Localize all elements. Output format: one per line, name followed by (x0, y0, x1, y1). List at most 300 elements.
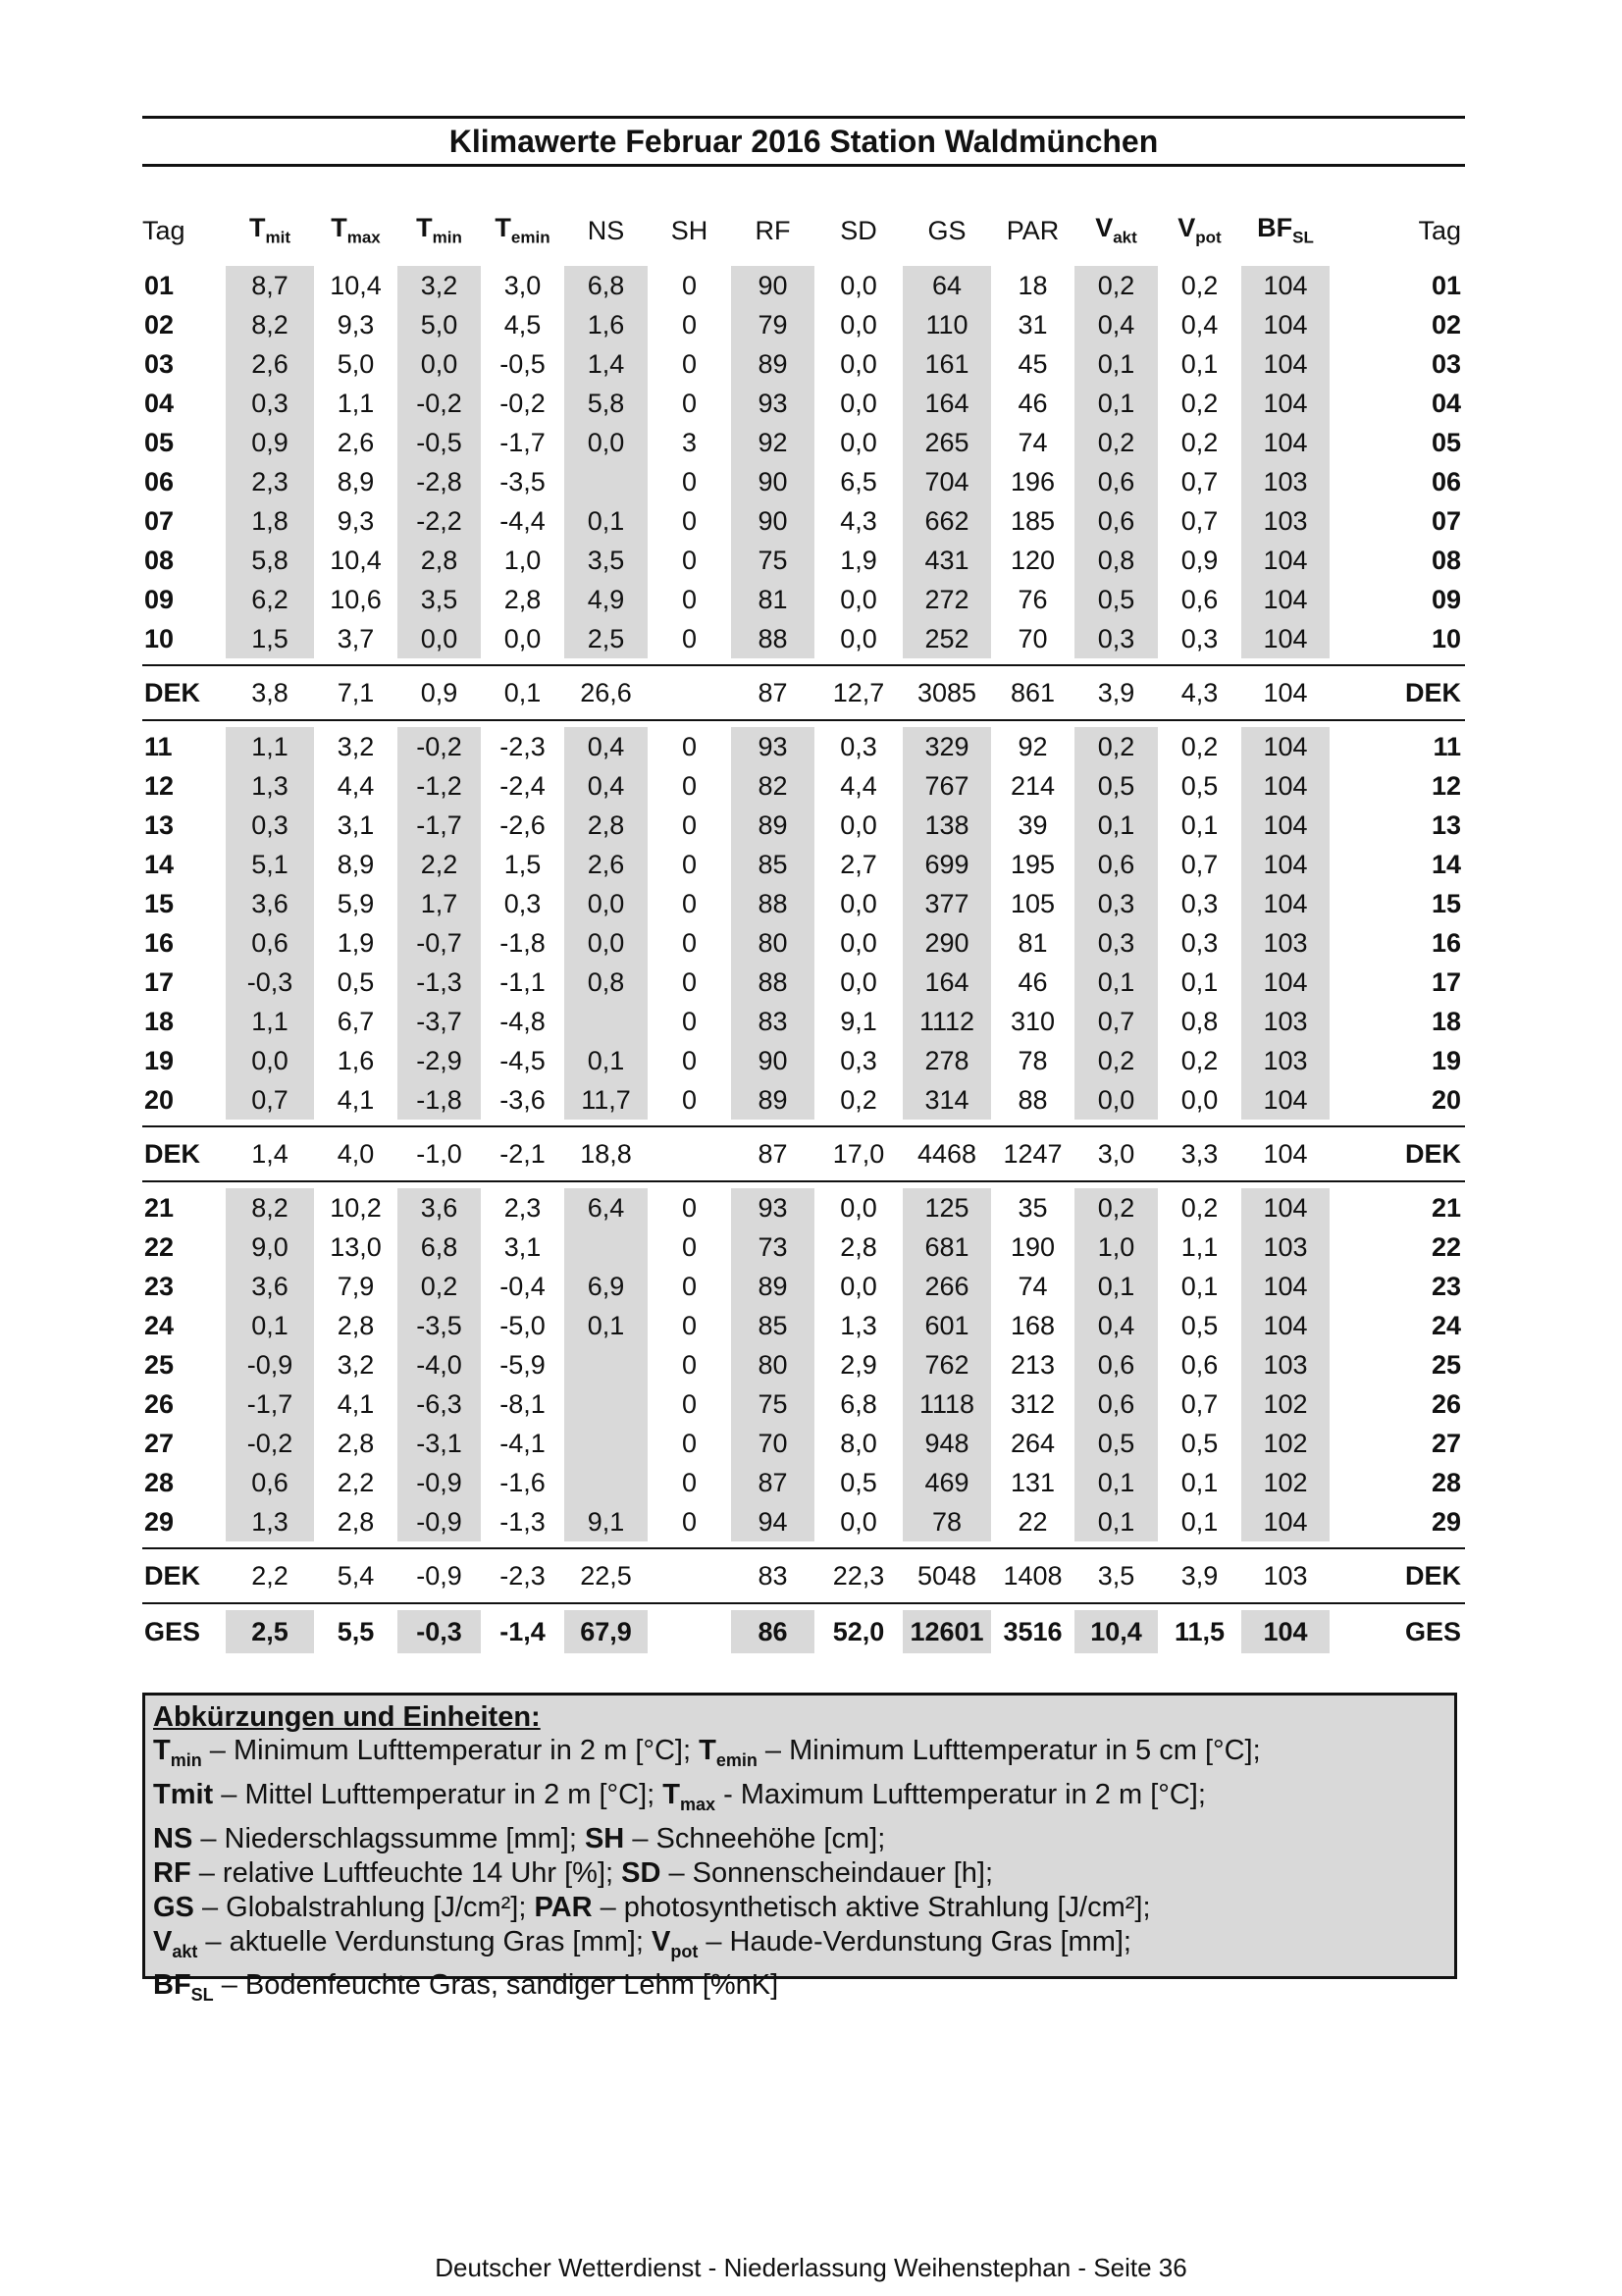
table-cell: 0 (681, 850, 698, 879)
table-cell: 0,9 (226, 423, 314, 462)
table-cell: 0 (681, 310, 698, 339)
table-cell: -3,5 (397, 1306, 481, 1345)
table-cell: 87 (758, 1139, 788, 1169)
table-cell: 46 (1018, 967, 1048, 997)
table-cell: 0,6 (1074, 501, 1158, 541)
column-header-label: BF (1257, 213, 1293, 243)
table-cell: 0 (681, 1311, 698, 1340)
table-cell: 0,5 (1180, 1311, 1219, 1340)
table-cell: 185 (1010, 506, 1056, 536)
table-cell: 0,0 (564, 423, 648, 462)
table-cell: 1,6 (337, 1046, 375, 1075)
day-label: 24 (144, 1311, 175, 1340)
legend-line (153, 1856, 1446, 1891)
legend-text: – Mittel Lufttemperatur in 2 m [°C]; (213, 1778, 663, 1810)
table-cell: 13,0 (330, 1232, 382, 1262)
table-cell: 0,0 (564, 923, 648, 963)
table-cell: 1,0 (503, 546, 542, 575)
column-header (731, 201, 814, 260)
table-cell: 0,3 (226, 806, 314, 845)
day-label: 07 (144, 506, 175, 536)
table-cell: 0 (681, 1046, 698, 1075)
title-block (142, 116, 1465, 167)
table-cell: 78 (1018, 1046, 1048, 1075)
table-cell: 7,9 (337, 1272, 375, 1301)
day-label: DEK (144, 678, 201, 707)
day-label-right: 11 (1433, 732, 1461, 761)
day-label: 16 (144, 928, 175, 958)
legend-text: – Globalstrahlung [J/cm²]; (193, 1891, 535, 1923)
table-cell: 0,4 (1074, 1306, 1158, 1345)
table-cell: 704 (903, 462, 991, 501)
table-cell (564, 1384, 648, 1424)
table-cell: 1,5 (226, 619, 314, 658)
legend-text: – Minimum Lufttemperatur in 5 cm [°C]; (757, 1735, 1261, 1766)
table-row (142, 541, 1465, 580)
table-cell: 0,2 (1074, 1041, 1158, 1080)
column-header-label: V (1177, 213, 1196, 243)
day-label-right: 08 (1431, 546, 1461, 575)
table-cell: 104 (1241, 344, 1330, 384)
table-cell: 3,9 (1097, 678, 1135, 707)
table-cell: 78 (903, 1502, 991, 1541)
table-cell: 0,0 (840, 624, 877, 653)
table-cell: 1,1 (226, 1002, 314, 1041)
table-cell: -3,5 (499, 467, 546, 496)
table-cell: 699 (903, 845, 991, 884)
table-row (142, 963, 1465, 1002)
column-header-label: V (1095, 213, 1114, 243)
table-cell: 190 (1010, 1232, 1056, 1262)
legend-lines (153, 1734, 1446, 2012)
table-cell: -1,2 (397, 766, 481, 806)
day-label-right: 12 (1431, 771, 1461, 801)
legend-abbreviation: $V_{akt}$ (153, 1925, 198, 1961)
table-cell: 0 (681, 467, 698, 496)
table-row (142, 305, 1465, 344)
table-cell (648, 666, 731, 719)
table-cell: 1,5 (503, 850, 542, 879)
table-cell: 1,0 (1074, 1227, 1158, 1267)
table-cell: 85 (731, 1306, 814, 1345)
table-cell: 2,5 (564, 619, 648, 658)
table-cell: 7,1 (337, 678, 375, 707)
day-label: 17 (144, 967, 175, 997)
table-cell: 0,1 (1180, 1272, 1219, 1301)
legend-subscript: min (170, 1749, 202, 1770)
table-cell: 8,2 (226, 305, 314, 344)
table-cell: 3,6 (397, 1188, 481, 1227)
table-cell: 120 (1010, 546, 1056, 575)
column-header-subscript: mit (265, 228, 290, 247)
table-cell (648, 1127, 731, 1180)
table-cell: 0,1 (1074, 1502, 1158, 1541)
table-row (142, 344, 1465, 384)
day-label-right: DEK (1404, 1561, 1461, 1591)
table-cell: 1,6 (564, 305, 648, 344)
day-label: 06 (144, 467, 175, 496)
table-cell: 83 (758, 1561, 788, 1591)
table-cell: 87 (731, 1463, 814, 1502)
table-cell: 3085 (916, 678, 977, 707)
table-cell (564, 1002, 648, 1041)
legend-text: – Minimum Lufttemperatur in 2 m [°C]; (201, 1735, 700, 1766)
table-cell: 264 (1010, 1429, 1056, 1458)
table-cell: 89 (731, 344, 814, 384)
table-cell (564, 1424, 648, 1463)
table-cell: 0,6 (1074, 1345, 1158, 1384)
table-cell: -3,6 (499, 1085, 546, 1115)
table-cell: 31 (1018, 310, 1048, 339)
table-cell: 12,7 (832, 678, 885, 707)
legend-abbreviation: Tmit (153, 1778, 214, 1810)
table-cell: 2,8 (564, 806, 648, 845)
column-header-label: NS (587, 215, 625, 245)
table-cell: 5048 (916, 1561, 977, 1591)
table-cell: 0,1 (564, 1041, 648, 1080)
table-cell: 0,0 (1180, 1085, 1219, 1115)
table-cell: 70 (1018, 624, 1048, 653)
table-cell: -4,0 (397, 1345, 481, 1384)
table-row (142, 1002, 1465, 1041)
day-label: 28 (144, 1468, 175, 1497)
table-cell: 104 (1263, 1139, 1308, 1169)
legend-text: – Haude-Verdunstung Gras [mm]; (698, 1925, 1131, 1957)
table-cell: 3,1 (503, 1232, 542, 1262)
table-cell: 92 (731, 423, 814, 462)
day-label-right: 05 (1431, 428, 1461, 457)
column-header-subscript: max (346, 228, 381, 247)
day-label: 09 (144, 585, 175, 614)
table-cell: 2,8 (337, 1311, 375, 1340)
table-cell: 1,3 (840, 1311, 877, 1340)
table-cell: 4,5 (503, 310, 542, 339)
table-cell: 81 (1018, 928, 1048, 958)
table-cell: 18 (1018, 271, 1048, 300)
table-row (142, 1267, 1465, 1306)
table-cell: 88 (731, 884, 814, 923)
table-row (142, 806, 1465, 845)
table-cell: 681 (903, 1227, 991, 1267)
table-cell: 74 (1018, 1272, 1048, 1301)
table-cell: 0,0 (840, 428, 877, 457)
legend-text: – relative Luftfeuchte 14 Uhr [%]; (190, 1856, 622, 1889)
table-cell: -2,1 (499, 1139, 546, 1169)
table-cell: 948 (903, 1424, 991, 1463)
column-header-subscript: pot (1195, 228, 1222, 247)
table-cell: 104 (1241, 727, 1330, 766)
table-cell: 3,2 (337, 1350, 375, 1380)
table-cell: 93 (731, 727, 814, 766)
table-cell: 103 (1241, 1345, 1330, 1384)
day-label-right: 28 (1431, 1468, 1461, 1497)
table-cell: 10,4 (1074, 1610, 1158, 1653)
legend-line (153, 1925, 1446, 1969)
table-cell: 4,4 (840, 771, 877, 801)
table-cell: 762 (903, 1345, 991, 1384)
table-cell: 5,8 (226, 541, 314, 580)
legend-line (153, 1822, 1446, 1856)
table-cell: -0,5 (499, 349, 546, 379)
table-cell: 0,0 (840, 967, 877, 997)
table-cell: 81 (731, 580, 814, 619)
column-header-label: T (495, 213, 511, 243)
legend-abbreviation: SH (584, 1822, 625, 1854)
table-cell: 102 (1241, 1384, 1330, 1424)
table-cell: 93 (731, 384, 814, 423)
table-row (142, 1188, 1465, 1227)
legend-abbreviation: $T_{max}$ (662, 1778, 716, 1814)
table-cell: 0,6 (1180, 1350, 1219, 1380)
table-cell: 103 (1241, 501, 1330, 541)
table-cell: 90 (731, 1041, 814, 1080)
table-cell: 0,2 (840, 1085, 877, 1115)
table-cell: 1118 (903, 1384, 991, 1424)
table-cell: 0,3 (840, 732, 877, 761)
table-cell: 45 (1018, 349, 1048, 379)
table-cell: 73 (731, 1227, 814, 1267)
table-cell: -1,7 (499, 428, 546, 457)
table-cell: 80 (731, 923, 814, 963)
table-cell: 0,5 (1074, 766, 1158, 806)
legend-abbreviation: $T_{min}$ (153, 1735, 202, 1770)
table-cell: 1,4 (251, 1139, 288, 1169)
table-cell: 35 (1018, 1193, 1048, 1223)
table-cell: 0 (681, 585, 698, 614)
table-cell: 1112 (903, 1002, 991, 1041)
day-label: 03 (144, 349, 175, 379)
table-cell: 6,5 (840, 467, 877, 496)
day-label: 11 (144, 732, 173, 761)
table-cell: 5,5 (337, 1617, 375, 1646)
table-cell: 0,2 (397, 1267, 481, 1306)
table-cell: -0,9 (397, 1502, 481, 1541)
table-cell: 0,0 (840, 271, 877, 300)
table-cell: 103 (1241, 462, 1330, 501)
table-cell: 266 (903, 1267, 991, 1306)
table-cell: 0,0 (840, 1193, 877, 1223)
table-cell: -0,2 (397, 727, 481, 766)
table-cell: 4,3 (1180, 678, 1219, 707)
table-cell: 3,8 (251, 678, 288, 707)
table-cell: -1,0 (416, 1139, 462, 1169)
table-cell: 39 (1018, 810, 1048, 840)
table-cell: 278 (903, 1041, 991, 1080)
table-row (142, 619, 1465, 658)
day-label: 20 (144, 1085, 175, 1115)
table-cell: 0 (681, 506, 698, 536)
table-cell: 104 (1241, 1502, 1330, 1541)
table-cell: 0 (681, 1007, 698, 1036)
column-header-subscript: emin (510, 228, 550, 247)
table-cell: -0,7 (397, 923, 481, 963)
day-label: 26 (144, 1389, 175, 1419)
table-cell: 1,1 (337, 389, 375, 418)
table-cell: 10,4 (330, 546, 382, 575)
table-cell (564, 1463, 648, 1502)
table-cell (564, 1345, 648, 1384)
table-cell: 0 (681, 1507, 698, 1537)
table-cell: 103 (1263, 1561, 1308, 1591)
legend-line (153, 1778, 1446, 1822)
table-cell: 125 (903, 1188, 991, 1227)
table-cell: 105 (1010, 889, 1056, 918)
table-cell: 0 (681, 732, 698, 761)
table-cell: 0 (681, 967, 698, 997)
table-cell: 52,0 (832, 1617, 885, 1646)
table-cell: 164 (903, 963, 991, 1002)
table-cell: 8,7 (226, 266, 314, 305)
table-cell: 168 (1010, 1311, 1056, 1340)
day-label-right: 14 (1431, 850, 1461, 879)
table-header-row (142, 201, 1465, 260)
table-cell: 64 (903, 266, 991, 305)
table-cell: 0,0 (397, 344, 481, 384)
column-header-label: Tag (1418, 215, 1461, 245)
table-cell: 0,3 (1074, 884, 1158, 923)
table-cell: 0,3 (226, 384, 314, 423)
table-cell: 22,5 (580, 1561, 632, 1591)
table-cell: 861 (1010, 678, 1056, 707)
column-header-label: GS (927, 215, 967, 245)
column-header (814, 201, 903, 260)
day-label: 15 (144, 889, 175, 918)
table-cell: -1,6 (499, 1468, 546, 1497)
legend-abbreviation: SD (621, 1856, 661, 1889)
table-cell: 0,1 (564, 1306, 648, 1345)
table-cell: 2,9 (840, 1350, 877, 1380)
climate-table (142, 201, 1465, 1653)
table-cell: 3,0 (503, 271, 542, 300)
table-row (142, 727, 1465, 766)
day-label: 02 (144, 310, 175, 339)
table-cell: 0 (681, 624, 698, 653)
day-label: 12 (144, 771, 175, 801)
table-cell: 0,5 (337, 967, 375, 997)
day-label: 25 (144, 1350, 175, 1380)
table-cell: 0,0 (840, 889, 877, 918)
table-cell: 2,8 (840, 1232, 877, 1262)
day-label-right: 19 (1431, 1046, 1461, 1075)
table-cell: 8,0 (840, 1429, 877, 1458)
table-cell: 6,9 (564, 1267, 648, 1306)
table-cell: 0,1 (1074, 1267, 1158, 1306)
column-header-subscript: SL (1292, 228, 1314, 247)
table-cell: 4,1 (337, 1389, 375, 1419)
table-cell: -1,3 (499, 1507, 546, 1537)
table-cell: 3,9 (1180, 1561, 1219, 1591)
day-label-right: 27 (1431, 1429, 1461, 1458)
table-cell: 0 (681, 1232, 698, 1262)
table-cell: 0,6 (226, 923, 314, 963)
legend-abbreviation: $V_{pot}$ (651, 1925, 699, 1961)
table-row (142, 423, 1465, 462)
table-cell (564, 462, 648, 501)
table-cell: 9,1 (564, 1502, 648, 1541)
table-cell: 0,1 (1180, 349, 1219, 379)
table-row (142, 1502, 1465, 1541)
table-cell: 0,7 (1180, 506, 1219, 536)
table-cell: 2,2 (251, 1561, 288, 1591)
table-cell: 2,6 (564, 845, 648, 884)
table-cell: -2,3 (499, 732, 546, 761)
table-cell: 0,7 (1180, 1389, 1219, 1419)
table-cell: 0 (681, 771, 698, 801)
day-label-right: 10 (1431, 624, 1461, 653)
column-header-label: Tag (142, 215, 185, 245)
table-cell: 11,7 (564, 1080, 648, 1120)
table-cell: 0,6 (1074, 1384, 1158, 1424)
column-header (1158, 201, 1241, 260)
table-cell: 0,3 (1074, 923, 1158, 963)
table-cell: 0,1 (1180, 810, 1219, 840)
table-cell: 431 (903, 541, 991, 580)
day-label-right: DEK (1404, 678, 1461, 707)
table-cell: 0,3 (840, 1046, 877, 1075)
table-cell: 290 (903, 923, 991, 963)
table-cell: 0,2 (1180, 1046, 1219, 1075)
table-cell: 5,4 (337, 1561, 375, 1591)
table-cell: 4,3 (840, 506, 877, 536)
table-cell: 0,0 (226, 1041, 314, 1080)
table-cell: -2,6 (499, 810, 546, 840)
table-cell: 4,9 (564, 580, 648, 619)
table-cell: -2,8 (397, 462, 481, 501)
table-cell: 2,3 (503, 1193, 542, 1223)
table-cell: 88 (731, 963, 814, 1002)
table-cell: 1,3 (226, 1502, 314, 1541)
column-header (991, 201, 1074, 260)
day-label-right: 22 (1431, 1232, 1461, 1262)
table-cell: 0,6 (226, 1463, 314, 1502)
table-cell: 0,4 (1074, 305, 1158, 344)
table-cell: 0,0 (840, 810, 877, 840)
table-cell: 104 (1241, 1080, 1330, 1120)
decade-summary-row (142, 1127, 1465, 1180)
day-label-right: 21 (1431, 1193, 1461, 1223)
table-cell: 0,5 (840, 1468, 877, 1497)
table-cell: 0,0 (840, 928, 877, 958)
table-cell: 0,0 (397, 619, 481, 658)
column-header-label: RF (755, 215, 791, 245)
column-header (314, 201, 397, 260)
legend-abbreviation: $BF_{SL}$ (153, 1969, 214, 2006)
table-cell: 26,6 (580, 678, 632, 707)
table-cell: 0,2 (1074, 1188, 1158, 1227)
day-label-right: 24 (1431, 1311, 1461, 1340)
table-cell: 90 (731, 501, 814, 541)
table-cell: 85 (731, 845, 814, 884)
table-cell: 9,3 (337, 506, 375, 536)
table-cell: 3,5 (397, 580, 481, 619)
table-cell: 83 (731, 1002, 814, 1041)
table-cell: 104 (1241, 580, 1330, 619)
day-label-right: 03 (1431, 349, 1461, 379)
table-cell: 0,9 (1180, 546, 1219, 575)
table-cell: -5,0 (499, 1311, 546, 1340)
table-cell: -4,5 (499, 1046, 546, 1075)
table-cell: 67,9 (564, 1610, 648, 1653)
table-cell: 1,1 (1180, 1232, 1219, 1262)
table-cell: 3,7 (337, 624, 375, 653)
legend-abbreviation: PAR (534, 1891, 593, 1923)
day-label-right: 23 (1431, 1272, 1461, 1301)
table-cell: 6,8 (564, 266, 648, 305)
table-cell: 104 (1241, 1188, 1330, 1227)
day-label-right: 25 (1431, 1350, 1461, 1380)
table-cell: -0,3 (397, 1610, 481, 1653)
column-header-label: T (249, 213, 266, 243)
